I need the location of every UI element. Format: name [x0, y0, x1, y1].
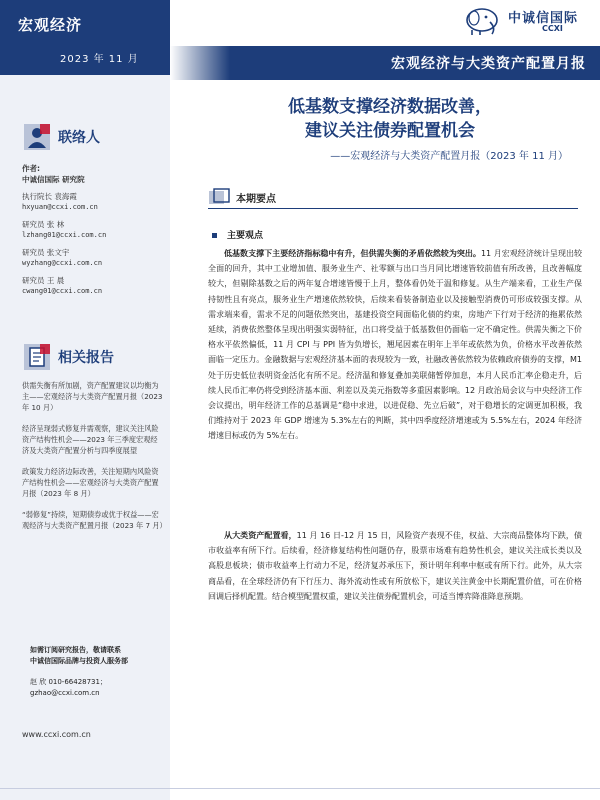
author-org: 中诚信国际 研究院 [22, 175, 85, 184]
banner-stripe [170, 46, 230, 80]
main-point-heading [212, 228, 263, 241]
report-title-block [200, 95, 580, 162]
logo-sub: CCXI [542, 24, 563, 33]
contact-email[interactable]: hxyuan@ccxi.com.cn [22, 203, 98, 211]
report-date: 2023 年 11 月 [60, 54, 139, 65]
footer-divider [0, 788, 600, 789]
elephant-logo-icon [460, 6, 504, 36]
contact-name: 研究员 王 晨 [22, 276, 65, 285]
related-report-link[interactable]: “弱修复”持续，短期债券或优于权益——宏观经济与大类资产配置月报（2023 年 7 月） [22, 510, 167, 530]
contact-email[interactable]: cwang01@ccxi.com.cn [22, 287, 103, 295]
paragraph-2 [208, 528, 582, 604]
main-point-label: 主要观点 [227, 231, 264, 241]
subscribe-info [30, 645, 165, 699]
key-points-divider [208, 208, 578, 209]
key-points-icon [208, 188, 230, 206]
paragraph-1 [208, 246, 582, 444]
report-title-line2: 建议关注债券配置机会 [305, 121, 475, 141]
related-title: 相关报告 [58, 350, 114, 366]
contacts-heading [22, 122, 100, 152]
company-logo [460, 6, 580, 36]
key-points-title: 本期要点 [236, 193, 276, 205]
paragraph-2-body: 11 月 16 日-12 月 15 日，风险资产表现不佳，权益、大宗商品整体均下跌，债市收益率有所下行。后续看，经济修复结构性问题仍存，股票市场难有趋势性机会，建议关注成长类以及高股息板块；债市收益率上行动力不足，经济复苏承压下，预计明年利率中枢或有所下行。此外，从大宗商品看，在全球经济仍有下行压力、海外流动性或有所放松下，建议关注黄金中长期配置价值，可在价格回调后择机配置。结合模型配置权重，建议关注债券配置机会，可适当博弈降准降息预期。 [208, 531, 582, 601]
related-reports-icon [22, 342, 52, 372]
contact-email[interactable]: wyzhang@ccxi.com.cn [22, 259, 103, 267]
bullet-square-icon [212, 233, 217, 238]
contact-email[interactable]: lzhang01@ccxi.com.cn [22, 231, 107, 239]
author-label: 作者: [22, 164, 40, 173]
banner-title: 宏观经济与大类资产配置月报 [391, 56, 586, 72]
contacts-icon [22, 122, 52, 152]
header-logo-bar [170, 0, 600, 46]
paragraph-2-lead: 从大类资产配置看， [224, 531, 297, 540]
report-subtitle: ——宏观经济与大类资产配置月报（2023 年 11 月） [330, 151, 568, 162]
related-report-link[interactable]: 经济呈现弱式修复并需观察，建议关注风险资产结构性机会——2023 年三季度宏观经济及大类资产配置分析与四季度展望 [22, 424, 159, 455]
related-reports-list [22, 380, 167, 541]
contact-person: 赵 欣 010-66428731； [30, 678, 107, 686]
contacts-list [22, 163, 162, 303]
contact-email-service[interactable]: gzhao@ccxi.com.cn [30, 689, 100, 697]
header-banner [170, 46, 600, 80]
subscribe-line1: 如需订阅研究报告，敬请联系 [30, 646, 121, 654]
paragraph-1-body: 11 月宏观经济统计呈现出较全面的回升，其中工业增加值、服务业生产、社零额与出口当月同比增速皆较前值有所改善，且改善幅度较大，但剔除基数之后的两年复合增速皆慢于上月，整体看仍处于温和修复。从生产端来看，工业生产保持韧性且有亮点，服务业生产增速依然较快，后续来看装备制造业以及接触型消费仍可形成较强支撑。从需求端来看，需求不足的问题依然突出，基建投资空间面临化债的约束，房地产下行对于经济的拖累依然延续，消费依然整体呈现出明强实弱特征，出口将受益于低基数但仍面临一定不确定性。供需失衡之下价格水平依然偏低，11 月 CPI 与 PPI 皆为负增长，翘尾因素在明年上半年或依然为负，价格水平改善依然面临一定压力。金融数据与宏观经济基本面的表现较为一致，社融改善依然较为依赖政府债券的支撑，M1 处于历史低位表明资金活化有所不足。经济温和修复叠加美联储暂停加息，本月人民币汇率企稳走升，后续人民币汇率仍将受到经济基本面、利差以及美元指数等多重因素影响。12 月政治局会议与中央经济工作会议提出，明年经济工作的总基调是“稳中求进，以进促稳、先立后破”，对于稳增长的定调更加积极，我们维持对于 2023 年 GDP 增速为 5.3%左右的判断，其中四季度经济增速或为 5.5%左右，2024 年经济增速目标或仍为 5%左右。 [208, 249, 582, 441]
website-link[interactable]: www.ccxi.com.cn [22, 730, 91, 739]
related-heading [22, 342, 114, 372]
contact-name: 研究员 张 林 [22, 220, 65, 229]
header-category-block [0, 0, 170, 75]
key-points-heading [208, 188, 276, 206]
contacts-title: 联络人 [58, 130, 100, 146]
report-title-line1: 低基数支撑经济数据改善， [288, 97, 492, 117]
contact-name: 执行院长 袁海霞 [22, 192, 77, 201]
related-report-link[interactable]: 供需失衡有所加剧，资产配置建议以均衡为主——宏观经济与大类资产配置月报（2023 年 10 月） [22, 381, 163, 412]
logo-name: 中诚信国际 [508, 11, 579, 26]
paragraph-1-lead: 低基数支撑下主要经济指标稳中有升，但供需失衡的矛盾依然较为突出。 [224, 249, 481, 258]
related-report-link[interactable]: 政策发力经济边际改善，关注短期内风险资产结构性机会——宏观经济与大类资产配置月报（2023 年 8 月） [22, 467, 159, 498]
report-category: 宏观经济 [18, 16, 83, 34]
contact-name: 研究员 张文宇 [22, 248, 70, 257]
subscribe-line2: 中诚信国际品牌与投资人服务部 [30, 657, 128, 665]
